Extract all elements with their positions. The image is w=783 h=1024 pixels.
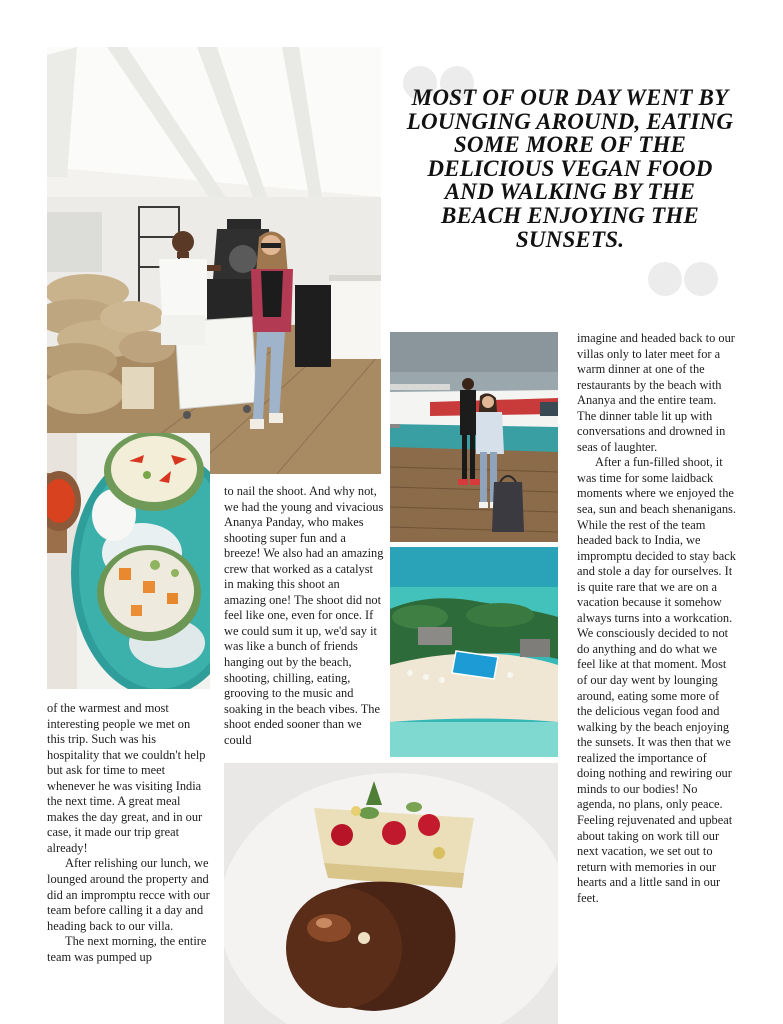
left-paragraph-2: After relishing our lunch, we lounged around the property and did an impromptu recce with our team before calling it a day and heading back to our villa. (47, 856, 210, 933)
quote-mark-close-2 (684, 262, 718, 296)
photo-island-aerial (390, 547, 558, 757)
photo-coffee-roastery (47, 47, 381, 474)
island-aerial-illustration (390, 547, 558, 757)
text-column-right (577, 331, 737, 906)
coffee-roastery-illustration (47, 47, 381, 474)
photo-food-bowls (47, 433, 210, 689)
right-paragraph-2: After a fun-filled shoot, it was time for some laidback moments where we enjoyed the sea, sun and beach shenanigans. While the rest of the team headed back to India, we impromptu decided to stay back and stole a day for ourselves. It is quite rare that we are on a vacation because it somehow always turns into a workcation. We consciously decided to not do anything and do what we feel like at that moment. Most of our day went by lounging around, eating some more of the delicious vegan food and walking by the beach enjoying the sunsets. It was then that we realized the importance of doing nothing and rewiring our minds to our bodies! No agenda, no plans, only peace. Feeling rejuvenated and upbeat about taking on work till our next vacation, we set out to return with memories in our hearts and a little sand in our feet. (577, 455, 736, 905)
left-paragraph-1: of the warmest and most interesting people we met on this trip. Such was his hospitality that we couldn't help but ask for time to meet whenever he was visiting India the next time. A great meal makes the day great, and in our case, it made our trip great already! (47, 701, 206, 855)
photo-chocolate-dessert (224, 763, 558, 1024)
chocolate-dessert-illustration (224, 763, 558, 1024)
middle-paragraph-1: to nail the shoot. And why not, we had the young and vivacious Ananya Panday, who makes shooting super fun and a breeze! We also had an amazing crew that worked as a catalyst in making this shoot an amazing one! The shoot did not feel like one, even for once. If we could sum it up, we'd say it was like a bunch of friends hanging out by the beach, shooting, chilling, eating, grooving to the music and soaking in the beach vibes. The shoot ended sooner than we could (224, 484, 384, 747)
text-column-left (47, 701, 210, 965)
seaplane-jetty-illustration (390, 332, 558, 542)
right-paragraph-1: imagine and headed back to our villas only to later meet for a warm dinner at one of the restaurants by the beach with Ananya and the entire team. The dinner table lit up with conversations and drowned in seas of laughter. (577, 331, 735, 454)
left-paragraph-3: The next morning, the entire team was pumped up (47, 934, 207, 964)
text-column-middle (224, 484, 384, 748)
quote-mark-close-1 (648, 262, 682, 296)
photo-seaplane-jetty (390, 332, 558, 542)
food-bowls-illustration (47, 433, 210, 689)
pull-quote: MOST OF OUR DAY WENT BY LOUNGING AROUND, EATING SOME MORE OF THE DELICIOUS VEGAN FOOD AND WALKING BY THE BEACH ENJOYING THE SUNSETS. (406, 85, 734, 252)
